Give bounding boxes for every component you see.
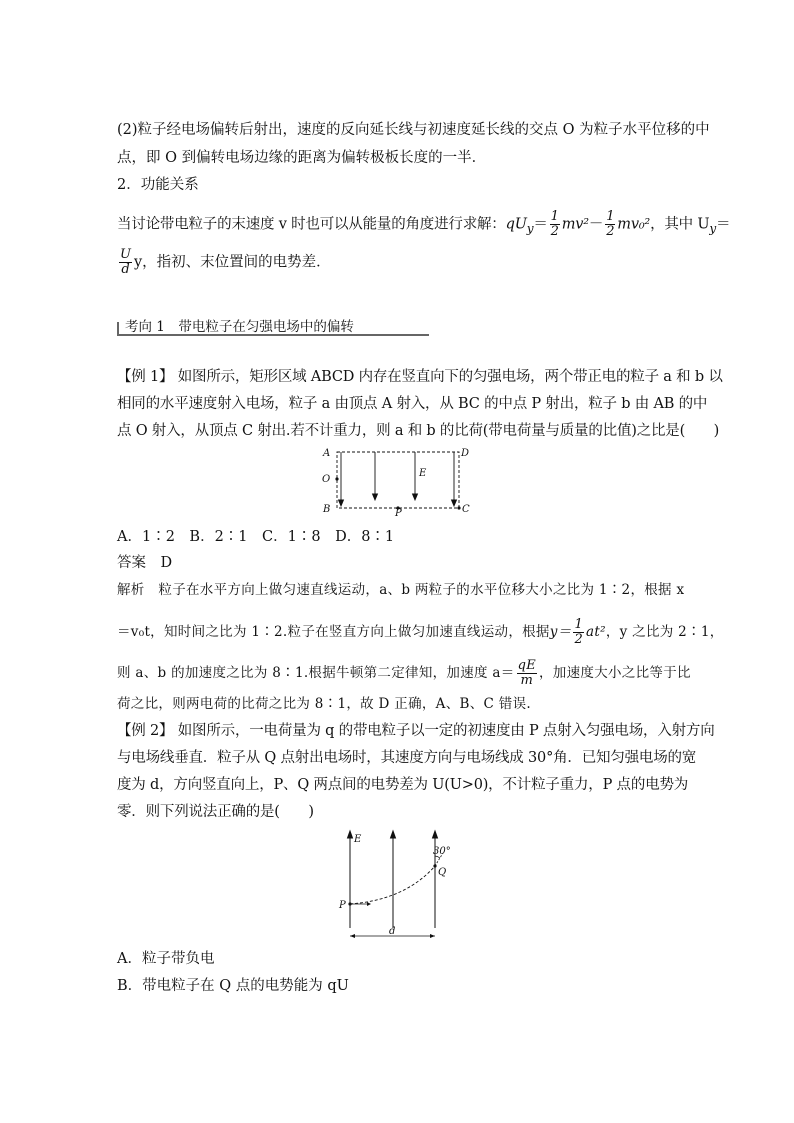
label-b: B [323, 504, 331, 515]
ex1-solution-line1: 解析 粒子在水平方向上做匀速直线运动，a、b 两粒子的水平位移大小之比为 1∶2，根据 x [117, 582, 685, 598]
fraction-den: d [121, 262, 130, 277]
energy-line1 [117, 209, 731, 239]
fraction-num: 1 [550, 209, 559, 224]
ex2-line3: 度为 d，方向竖直向上，P、Q 两点间的电势差为 U(U>0)，不计粒子重力，P 点的电势为 [117, 777, 689, 793]
sol-at2: at² [586, 624, 606, 640]
fraction-den: 2 [574, 632, 584, 647]
field-arrow-4 [452, 500, 457, 506]
fraction-half [550, 210, 560, 239]
ex2-option-a: A．粒子带负电 [117, 951, 215, 967]
label-p: P [395, 508, 402, 516]
energy-eq: ＝ [533, 216, 548, 233]
ex2-diagram [335, 828, 460, 946]
fraction-num: U [120, 247, 131, 262]
energy-pre: 当讨论带电粒子的末速度 v 时也可以从能量的角度进行求解： [117, 216, 506, 233]
label-q: Q [438, 867, 447, 878]
energy-mid-sub: y [709, 221, 717, 236]
fraction-den: 2 [550, 224, 559, 239]
sol-text-a: ＝v₀t，知时间之比为 1∶2.粒子在竖直方向上做匀加速直线运动，根据 [117, 624, 550, 640]
dimension-arrow-right [430, 934, 435, 938]
fraction-den: 2 [606, 224, 615, 239]
field-arrow-3 [413, 494, 418, 500]
sol-y: y＝ [549, 624, 572, 640]
sol-text-d: ，加速度大小之比等于比 [539, 665, 691, 681]
energy-mid: ，其中 U [650, 216, 710, 233]
label-e2: E [354, 834, 362, 845]
ex1-solution-line4: 荷之比，则两电荷的比荷之比为 8∶1，故 D 正确，A、B、C 错误. [117, 696, 531, 712]
energy-mv02: mv₀² [617, 216, 651, 233]
ex1-line1: 【例 1】 如图所示，矩形区域 ABCD 内存在竖直向下的匀强电场，两个带正电的粒子 a 和 b 以 [117, 369, 723, 385]
para1-line2: 点，即 O 到偏转电场边缘的距离为偏转极板长度的一半． [117, 150, 487, 166]
ex1-line2: 相同的水平速度射入电场，粒子 a 由顶点 A 射入，从 BC 的中点 P 射出，粒子 b 由 AB 的中 [117, 396, 708, 412]
energy-minus: － [588, 216, 604, 233]
field-arrow-2 [373, 494, 378, 500]
field-arrow-e1 [348, 831, 353, 838]
label-d: D [461, 448, 470, 459]
label-p2: P [339, 900, 346, 911]
ex1-line3: 点 O 射入，从顶点 C 射出.若不计重力，则 a 和 b 的比荷(带电荷量与质量的比值)之比是( ) [117, 423, 720, 439]
point-q [433, 864, 436, 867]
label-o: O [322, 474, 331, 485]
energy-line2 [117, 248, 679, 277]
field-arrow-e2 [391, 831, 396, 838]
energy-qu: qU [505, 216, 527, 233]
fraction-u-over-d [119, 248, 132, 277]
dimension-arrow-left [350, 934, 355, 938]
fraction-sol-half [573, 618, 584, 647]
ex1-solution-line2 [117, 617, 724, 647]
label-e: E [419, 468, 427, 479]
field-rectangle [337, 452, 459, 508]
fraction-den: m [520, 673, 534, 688]
label-d: d [389, 926, 396, 937]
section-title: 考向 1 带电粒子在匀强电场中的偏转 [125, 319, 354, 335]
field-arrow-1 [339, 500, 344, 506]
fraction-num: 1 [574, 617, 584, 632]
fraction-half-2 [605, 210, 615, 239]
field-arrow-e3 [433, 831, 438, 838]
ex1-answer: 答案 D [117, 555, 173, 571]
label-c: C [462, 504, 470, 515]
energy-post: y，指初、末位置间的电势差． [133, 254, 331, 271]
fraction-num: qE [517, 658, 536, 673]
energy-qu-sub: y [526, 221, 534, 236]
label-a: A [323, 448, 331, 459]
label-angle: 30° [433, 846, 451, 857]
para1-line1: (2)粒子经电场偏转后射出，速度的反向延长线与初速度延长线的交点 O 为粒子水平位移的中 [117, 122, 710, 138]
ex1-solution-line3 [117, 658, 691, 688]
sol-text-b: ，y 之比为 2∶1， [605, 624, 724, 640]
section-header [117, 314, 429, 336]
ex2-line1: 【例 2】 如图所示，一电荷量为 q 的带电粒子以一定的初速度由 P 点射入匀强电场，入射方向 [117, 723, 715, 739]
energy-eq2: ＝ [716, 216, 731, 233]
point-p2 [348, 902, 351, 905]
fraction-num: 1 [606, 209, 615, 224]
ex2-option-b: B．带电粒子在 Q 点的电势能为 qU [117, 978, 349, 994]
point-c [457, 506, 460, 509]
velocity-arrowhead [367, 902, 371, 906]
sol-text-c: 则 a、b 的加速度之比为 8∶1.根据牛顿第二定律知，加速度 a＝ [117, 665, 515, 681]
energy-mv2: mv² [561, 216, 589, 233]
ex2-line2: 与电场线垂直．粒子从 Q 点射出电场时，其速度方向与电场线成 30°角．已知匀强电场的宽 [117, 750, 697, 766]
fraction-qe-over-m [517, 659, 537, 688]
ex2-line4: 零．则下列说法正确的是( ) [117, 804, 314, 820]
heading-energy: 2．功能关系 [117, 177, 199, 193]
ex1-options: A．1∶2 B．2∶1 C．1∶8 D．8∶1 [117, 529, 395, 545]
point-o [335, 477, 338, 480]
ex1-diagram [315, 444, 475, 516]
